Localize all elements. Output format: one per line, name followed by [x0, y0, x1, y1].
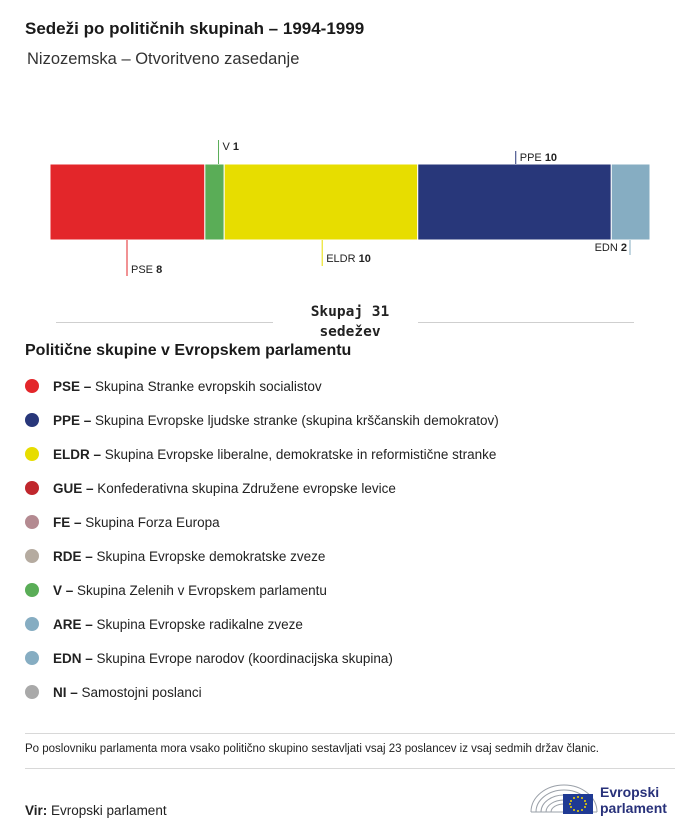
- legend-abbr: PSE –: [53, 378, 92, 394]
- total-seats-line1: Skupaj 31: [310, 304, 390, 320]
- legend-dot-icon: [25, 413, 39, 427]
- legend-item: [25, 610, 675, 644]
- legend-dot-icon: [25, 651, 39, 665]
- legend-description: Samostojni poslanci: [77, 684, 202, 700]
- legend-description: Skupina Stranke evropskih socialistov: [91, 378, 322, 394]
- legend-item: [25, 542, 675, 576]
- legend-label: [53, 685, 202, 700]
- legend-description: Skupina Evropske demokratske zveze: [92, 548, 326, 564]
- stacked-bar-chart: [0, 130, 700, 290]
- legend-item: [25, 440, 675, 474]
- source-text: Evropski parlament: [51, 803, 167, 818]
- bar-segment-eldr: [224, 164, 418, 240]
- total-seats-line2: sedežev: [319, 324, 381, 340]
- logo-line2: parlament: [600, 800, 667, 816]
- bar-segment-v: [205, 164, 224, 240]
- divider: [25, 733, 675, 734]
- legend-item: [25, 372, 675, 406]
- legend-abbr: ELDR –: [53, 446, 102, 462]
- legend-label: [53, 617, 303, 632]
- legend-label: [53, 379, 322, 394]
- legend-abbr: PPE –: [53, 412, 92, 428]
- logo-line1: Evropski: [600, 784, 660, 800]
- legend-description: Skupina Evrope narodov (koordinacijska skupina): [92, 650, 393, 666]
- total-seats-label: [280, 302, 420, 342]
- legend-description: Skupina Zelenih v Evropskem parlamentu: [73, 582, 327, 598]
- legend-item: [25, 474, 675, 508]
- chart-subtitle: Nizozemska – Otvoritveno zasedanje: [27, 50, 300, 68]
- legend-item: [25, 406, 675, 440]
- legend-dot-icon: [25, 515, 39, 529]
- legend-abbr: NI –: [53, 684, 78, 700]
- data-label-ppe: PPE 10: [519, 152, 558, 164]
- legend-label: [53, 651, 393, 666]
- legend-dot-icon: [25, 583, 39, 597]
- legend-item: [25, 576, 675, 610]
- total-divider-right: [418, 322, 634, 323]
- legend-label: [53, 549, 325, 564]
- data-label-v: V 1: [222, 141, 240, 153]
- legend-description: Skupina Evropske liberalne, demokratske in reformistične stranke: [101, 446, 497, 462]
- legend-abbr: GUE –: [53, 480, 94, 496]
- divider: [25, 768, 675, 769]
- legend-item: [25, 644, 675, 678]
- legend-dot-icon: [25, 685, 39, 699]
- source-label: Vir:: [25, 803, 48, 818]
- legend-title: Politične skupine v Evropskem parlamentu: [25, 342, 352, 359]
- legend-label: [53, 413, 499, 428]
- legend-abbr: RDE –: [53, 548, 93, 564]
- legend-item: [25, 678, 675, 712]
- data-label-pse: PSE 8: [131, 264, 163, 276]
- legend-dot-icon: [25, 549, 39, 563]
- legend-description: Skupina Evropske ljudske stranke (skupina krščanskih demokratov): [91, 412, 499, 428]
- legend-label: [53, 583, 327, 598]
- bar-segment-ppe: [418, 164, 612, 240]
- legend-label: [53, 447, 496, 462]
- legend-item: [25, 508, 675, 542]
- legend-label: [53, 481, 396, 496]
- data-label-eldr: ELDR 10: [326, 253, 371, 265]
- legend-label: [53, 515, 220, 530]
- legend-dot-icon: [25, 447, 39, 461]
- legend-abbr: FE –: [53, 514, 82, 530]
- data-label-edn: EDN 2: [594, 242, 627, 254]
- chart-title: Sedeži po političnih skupinah – 1994-1999: [25, 19, 365, 38]
- legend-description: Konfederativna skupina Združene evropske levice: [93, 480, 396, 496]
- bar-segment-edn: [611, 164, 650, 240]
- legend-abbr: ARE –: [53, 616, 93, 632]
- total-divider-left: [56, 322, 273, 323]
- legend-description: Skupina Forza Europa: [81, 514, 220, 530]
- bar-segment-pse: [50, 164, 205, 240]
- legend: [25, 372, 675, 712]
- legend-description: Skupina Evropske radikalne zveze: [92, 616, 303, 632]
- legend-dot-icon: [25, 617, 39, 631]
- legend-dot-icon: [25, 481, 39, 495]
- legend-abbr: EDN –: [53, 650, 93, 666]
- footnote: Po poslovniku parlamenta mora vsako politično skupino sestavljati vsaj 23 poslancev iz vsaj sedmih držav članic.: [25, 743, 600, 755]
- source: [25, 803, 167, 818]
- logo-wordmark: [600, 784, 667, 816]
- legend-dot-icon: [25, 379, 39, 393]
- legend-abbr: V –: [53, 582, 74, 598]
